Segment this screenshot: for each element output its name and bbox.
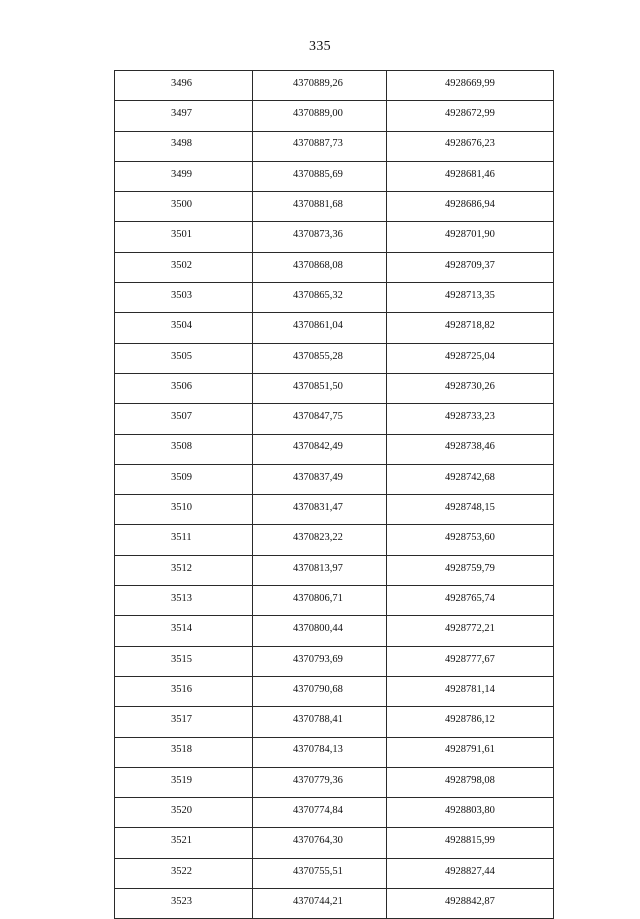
table-row xyxy=(115,495,554,525)
point-number-cell: 3505 xyxy=(115,343,253,373)
table-row xyxy=(115,283,554,313)
x-coordinate-cell: 4370764,30 xyxy=(253,828,387,858)
point-number-cell: 3521 xyxy=(115,828,253,858)
table-row xyxy=(115,434,554,464)
point-number-cell: 3501 xyxy=(115,222,253,252)
point-number-cell: 3516 xyxy=(115,676,253,706)
x-coordinate-cell: 4370800,44 xyxy=(253,616,387,646)
point-number-cell: 3498 xyxy=(115,131,253,161)
point-number-cell: 3497 xyxy=(115,101,253,131)
table-row xyxy=(115,586,554,616)
x-coordinate-cell: 4370779,36 xyxy=(253,767,387,797)
x-coordinate-cell: 4370823,22 xyxy=(253,525,387,555)
point-number-cell: 3523 xyxy=(115,889,253,919)
table-row xyxy=(115,192,554,222)
point-number-cell: 3500 xyxy=(115,192,253,222)
y-coordinate-cell: 4928753,60 xyxy=(387,525,554,555)
y-coordinate-cell: 4928748,15 xyxy=(387,495,554,525)
table-row xyxy=(115,889,554,919)
table-row xyxy=(115,676,554,706)
x-coordinate-cell: 4370755,51 xyxy=(253,858,387,888)
y-coordinate-cell: 4928777,67 xyxy=(387,646,554,676)
x-coordinate-cell: 4370851,50 xyxy=(253,373,387,403)
coordinates-table xyxy=(114,70,554,919)
y-coordinate-cell: 4928676,23 xyxy=(387,131,554,161)
page-number: 335 xyxy=(309,39,331,54)
table-row xyxy=(115,737,554,767)
x-coordinate-cell: 4370842,49 xyxy=(253,434,387,464)
x-coordinate-cell: 4370788,41 xyxy=(253,707,387,737)
x-coordinate-cell: 4370806,71 xyxy=(253,586,387,616)
x-coordinate-cell: 4370784,13 xyxy=(253,737,387,767)
table-row xyxy=(115,555,554,585)
table-row xyxy=(115,71,554,101)
point-number-cell: 3506 xyxy=(115,373,253,403)
table-row xyxy=(115,343,554,373)
point-number-cell: 3503 xyxy=(115,283,253,313)
point-number-cell: 3502 xyxy=(115,252,253,282)
table-row xyxy=(115,707,554,737)
y-coordinate-cell: 4928781,14 xyxy=(387,676,554,706)
table-row xyxy=(115,828,554,858)
y-coordinate-cell: 4928842,87 xyxy=(387,889,554,919)
table-row xyxy=(115,101,554,131)
table-row xyxy=(115,858,554,888)
x-coordinate-cell: 4370793,69 xyxy=(253,646,387,676)
y-coordinate-cell: 4928786,12 xyxy=(387,707,554,737)
x-coordinate-cell: 4370885,69 xyxy=(253,161,387,191)
y-coordinate-cell: 4928669,99 xyxy=(387,71,554,101)
point-number-cell: 3520 xyxy=(115,798,253,828)
table-row xyxy=(115,252,554,282)
point-number-cell: 3515 xyxy=(115,646,253,676)
point-number-cell: 3513 xyxy=(115,586,253,616)
y-coordinate-cell: 4928742,68 xyxy=(387,464,554,494)
table-row xyxy=(115,525,554,555)
y-coordinate-cell: 4928713,35 xyxy=(387,283,554,313)
y-coordinate-cell: 4928815,99 xyxy=(387,828,554,858)
table-row xyxy=(115,798,554,828)
y-coordinate-cell: 4928791,61 xyxy=(387,737,554,767)
table-row xyxy=(115,131,554,161)
x-coordinate-cell: 4370855,28 xyxy=(253,343,387,373)
table-row xyxy=(115,616,554,646)
point-number-cell: 3519 xyxy=(115,767,253,797)
point-number-cell: 3512 xyxy=(115,555,253,585)
y-coordinate-cell: 4928725,04 xyxy=(387,343,554,373)
x-coordinate-cell: 4370868,08 xyxy=(253,252,387,282)
table-row xyxy=(115,373,554,403)
y-coordinate-cell: 4928772,21 xyxy=(387,616,554,646)
y-coordinate-cell: 4928718,82 xyxy=(387,313,554,343)
point-number-cell: 3522 xyxy=(115,858,253,888)
y-coordinate-cell: 4928672,99 xyxy=(387,101,554,131)
table-row xyxy=(115,646,554,676)
x-coordinate-cell: 4370889,00 xyxy=(253,101,387,131)
x-coordinate-cell: 4370837,49 xyxy=(253,464,387,494)
point-number-cell: 3518 xyxy=(115,737,253,767)
x-coordinate-cell: 4370861,04 xyxy=(253,313,387,343)
table-row xyxy=(115,464,554,494)
y-coordinate-cell: 4928765,74 xyxy=(387,586,554,616)
table-row xyxy=(115,767,554,797)
y-coordinate-cell: 4928733,23 xyxy=(387,404,554,434)
table-row xyxy=(115,313,554,343)
point-number-cell: 3509 xyxy=(115,464,253,494)
x-coordinate-cell: 4370774,84 xyxy=(253,798,387,828)
x-coordinate-cell: 4370831,47 xyxy=(253,495,387,525)
x-coordinate-cell: 4370889,26 xyxy=(253,71,387,101)
y-coordinate-cell: 4928701,90 xyxy=(387,222,554,252)
x-coordinate-cell: 4370865,32 xyxy=(253,283,387,313)
point-number-cell: 3507 xyxy=(115,404,253,434)
y-coordinate-cell: 4928730,26 xyxy=(387,373,554,403)
point-number-cell: 3499 xyxy=(115,161,253,191)
x-coordinate-cell: 4370813,97 xyxy=(253,555,387,585)
y-coordinate-cell: 4928827,44 xyxy=(387,858,554,888)
table-row xyxy=(115,161,554,191)
y-coordinate-cell: 4928803,80 xyxy=(387,798,554,828)
y-coordinate-cell: 4928738,46 xyxy=(387,434,554,464)
point-number-cell: 3517 xyxy=(115,707,253,737)
y-coordinate-cell: 4928686,94 xyxy=(387,192,554,222)
table-row xyxy=(115,404,554,434)
y-coordinate-cell: 4928798,08 xyxy=(387,767,554,797)
point-number-cell: 3514 xyxy=(115,616,253,646)
point-number-cell: 3504 xyxy=(115,313,253,343)
point-number-cell: 3508 xyxy=(115,434,253,464)
point-number-cell: 3511 xyxy=(115,525,253,555)
point-number-cell: 3510 xyxy=(115,495,253,525)
point-number-cell: 3496 xyxy=(115,71,253,101)
x-coordinate-cell: 4370744,21 xyxy=(253,889,387,919)
x-coordinate-cell: 4370887,73 xyxy=(253,131,387,161)
y-coordinate-cell: 4928681,46 xyxy=(387,161,554,191)
y-coordinate-cell: 4928709,37 xyxy=(387,252,554,282)
x-coordinate-cell: 4370881,68 xyxy=(253,192,387,222)
table-row xyxy=(115,222,554,252)
coordinates-table-body xyxy=(115,71,554,919)
x-coordinate-cell: 4370790,68 xyxy=(253,676,387,706)
y-coordinate-cell: 4928759,79 xyxy=(387,555,554,585)
x-coordinate-cell: 4370873,36 xyxy=(253,222,387,252)
x-coordinate-cell: 4370847,75 xyxy=(253,404,387,434)
